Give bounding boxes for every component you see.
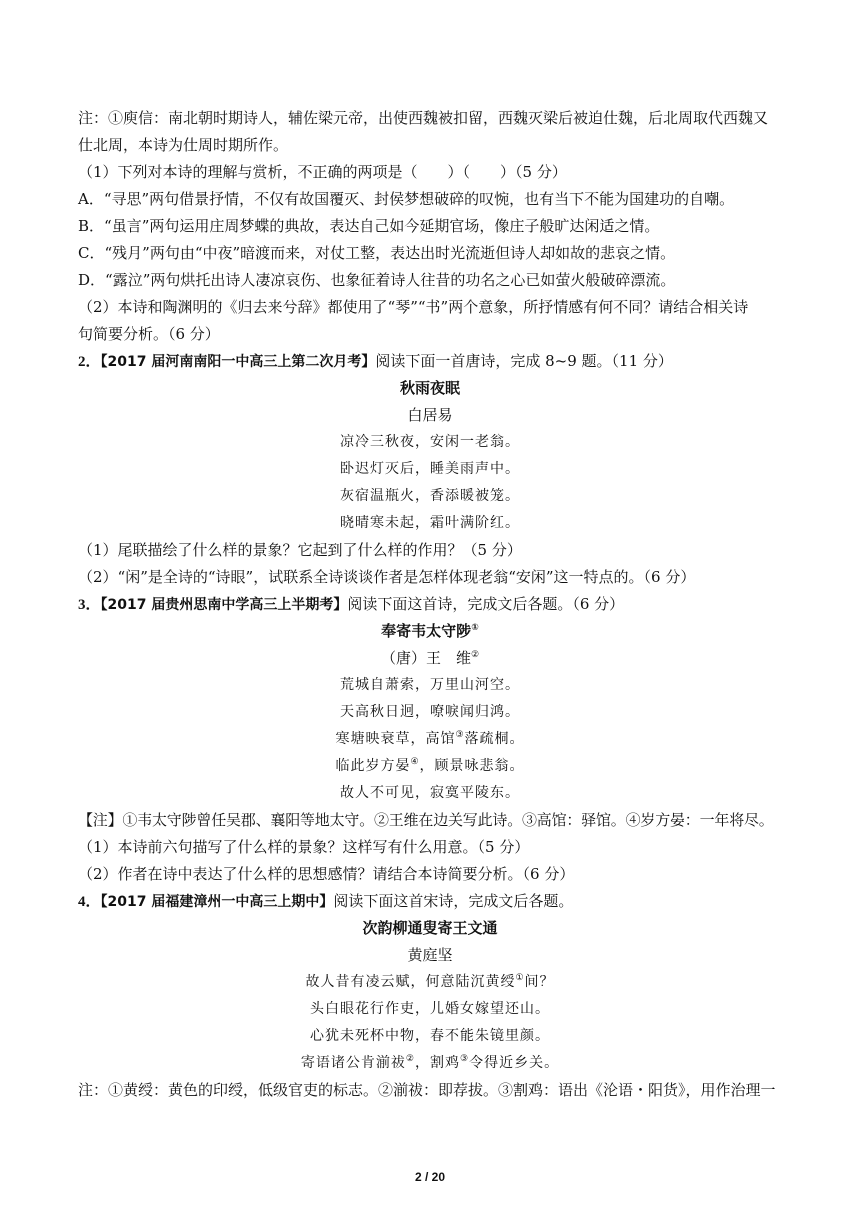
q4-poem-title: 次韵柳通叟寄王文通	[362, 919, 498, 937]
q2-poem-author: 白居易	[407, 406, 453, 424]
q4-poem-line-1	[78, 972, 782, 992]
q2-poem-line-1: 凉冷三秋夜，安闲一老翁。	[340, 434, 520, 450]
q3-footnote-mark-2: ②	[470, 650, 480, 660]
q4-footnote-mark-2: ②	[405, 1054, 415, 1064]
q1-sub2-line2: 句简要分析。（6 分）	[78, 325, 220, 343]
q2-poem-line-2: 卧迟灯灭后，睡美雨声中。	[340, 461, 520, 477]
q1-note-line2: 仕北周，本诗为仕周时期所作。	[78, 136, 289, 154]
q4-footnote-mark-1: ①	[515, 973, 525, 983]
q3-poem-line-4-part-b: ，顾景咏悲翁。	[419, 758, 525, 774]
q3-poem-line-3-part-b: 落疏桐。	[464, 731, 525, 747]
q4-poem-author: 黄庭坚	[407, 946, 453, 964]
q2-poem-title: 秋雨夜眠	[399, 379, 460, 397]
q3-heading	[78, 594, 782, 615]
q2-source: 【2017 届河南南阳一中高三上第二次月考】	[100, 354, 376, 370]
q3-poem-line-3	[78, 729, 782, 749]
q3-poem-line-4-part-a: 临此岁方晏	[335, 758, 411, 774]
q4-poem-line-4-part-a: 寄语诸公肯湔祓	[300, 1055, 406, 1071]
q4-poem-line-1-part-b: 间？	[524, 974, 555, 990]
q3-sub1: （1）本诗前六句描写了什么样的景象？这样写有什么用意。（5 分）	[78, 838, 530, 856]
q3-footnote-mark-1: ①	[471, 623, 479, 633]
q3-poem-title-text: 奉寄韦太守陟	[381, 622, 472, 640]
q2-sub2: （2）“闲”是全诗的“诗眼”，试联系全诗谈谈作者是怎样体现老翁“安闲”这一特点的。（6 分）	[78, 568, 696, 586]
q4-poem-line-2: 头白眼花行作吏，儿婚女嫁望还山。	[310, 1001, 550, 1017]
q1-sub1: （1）下列对本诗的理解与赏析，不正确的两项是（ ）（ ）（5 分）	[78, 163, 567, 181]
q3-footnote-mark-3: ③	[455, 730, 465, 740]
q4-footnote-mark-3: ③	[460, 1054, 470, 1064]
q1-note-line1: 注：①庾信：南北朝时期诗人，辅佐梁元帝，出使西魏被扣留，西魏灭梁后被迫仕魏，后北周取代西魏又	[78, 109, 769, 127]
q2-heading	[78, 351, 782, 372]
q3-note: 【注】①韦太守陟曾任吴郡、襄阳等地太守。②王维在边关写此诗。③高馆：驿馆。④岁方晏：一年将尽。	[78, 811, 774, 829]
q2-number: 2．	[78, 354, 101, 370]
q4-poem-line-1-part-a: 故人昔有凌云赋，何意陆沉黄绶	[305, 974, 516, 990]
q3-intro: 阅读下面这首诗，完成文后各题。（6 分）	[347, 595, 625, 613]
page-number: 2 / 20	[414, 1170, 446, 1184]
q3-source: 【2017 届贵州思南中学高三上半期考】	[100, 597, 348, 613]
q2-intro: 阅读下面一首唐诗，完成 8~9 题。（11 分）	[375, 352, 673, 370]
q3-poem-author-text: （唐）王 维	[380, 649, 471, 667]
q1-option-b: B．“虽言”两句运用庄周梦蝶的典故，表达自己如今延期官场，像庄子般旷达闲适之情。	[78, 217, 660, 235]
q4-poem-line-3: 心犹未死杯中物，春不能朱镜里颜。	[310, 1028, 550, 1044]
q1-option-a: A．“寻思”两句借景抒情，不仅有故国覆灭、封侯梦想破碎的叹惋，也有当下不能为国建功的自嘲。	[78, 190, 735, 208]
q3-poem-line-4	[78, 756, 782, 776]
q3-number: 3．	[78, 597, 101, 613]
q4-number: 4．	[78, 894, 101, 910]
q3-poem-line-3-part-a: 寒塘映衰草，高馆	[335, 731, 456, 747]
q3-poem-line-1: 荒城自萧索，万里山河空。	[340, 677, 520, 693]
q2-poem-line-3: 灰宿温瓶火，香添暖被笼。	[340, 488, 520, 504]
q3-poem-line-2: 天高秋日迥，嘹唳闻归鸿。	[340, 704, 520, 720]
q4-poem-line-4	[78, 1053, 782, 1073]
q1-sub2-line1: （2）本诗和陶渊明的《归去来兮辞》都使用了“琴”“书”两个意象，所抒情感有何不同？请结合相关诗	[78, 298, 749, 316]
q3-sub2: （2）作者在诗中表达了什么样的思想感情？请结合本诗简要分析。（6 分）	[78, 865, 575, 883]
q1-option-c: C．“残月”两句由“中夜”暗渡而来，对仗工整，表达出时光流逝但诗人却如故的悲哀之情。	[78, 244, 676, 262]
q4-note: 注：①黄绶：黄色的印绶，低级官吏的标志。②湔祓：即荐拔。③割鸡：语出《沦语・阳货》，用作治理一	[78, 1081, 776, 1099]
q2-poem-line-4: 晓晴寒未起，霜叶满阶红。	[340, 515, 520, 531]
q4-source: 【2017 届福建漳州一中高三上期中】	[100, 894, 334, 910]
q4-heading	[78, 891, 782, 912]
q1-option-d: D．“露泣”两句烘托出诗人凄凉哀伤、也象征着诗人往昔的功名之心已如萤火般破碎漂流。	[78, 271, 676, 289]
q4-poem-line-4-part-b: ，割鸡	[415, 1055, 460, 1071]
q3-poem-title	[78, 621, 782, 641]
q2-sub1: （1）尾联描绘了什么样的景象？它起到了什么样的作用？（5 分）	[78, 541, 522, 559]
q4-intro: 阅读下面这首宋诗，完成文后各题。	[333, 892, 574, 910]
q4-poem-line-4-part-c: 令得近乡关。	[469, 1055, 560, 1071]
q3-poem-author	[78, 648, 782, 668]
q3-footnote-mark-4: ④	[410, 757, 420, 767]
q3-poem-line-5: 故人不可见，寂寞平陵东。	[340, 785, 520, 801]
